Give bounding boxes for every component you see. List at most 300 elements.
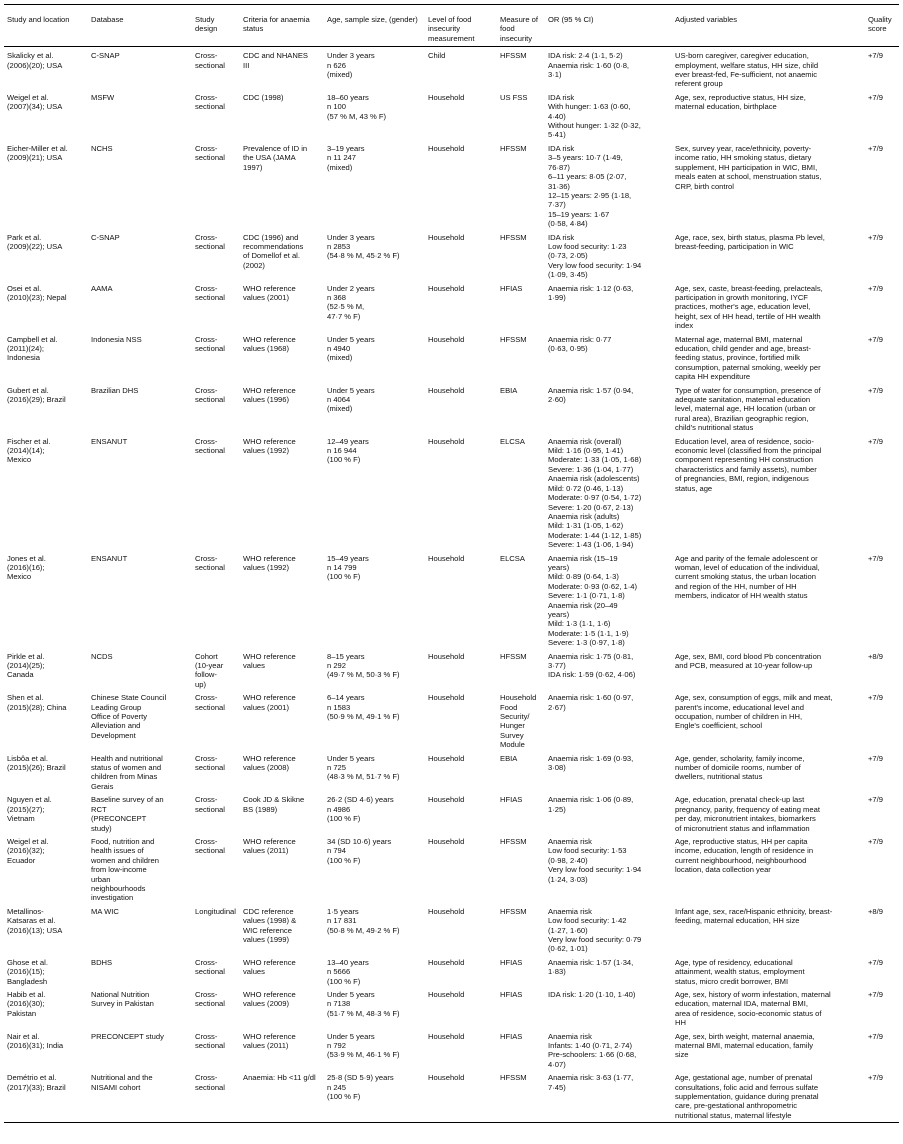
col-or-header: OR (95 % CI) — [548, 15, 594, 24]
cell-line: size — [675, 1050, 689, 1060]
cell-line: Anaemia: Hb <11 g/dl — [243, 1073, 316, 1083]
cell-line: Age, sex, history of worm infestation, maternal — [675, 990, 831, 999]
cell-line: (2016)(30); — [7, 999, 45, 1009]
cell-line: sectional — [195, 763, 225, 773]
cell-line: Pakistan — [7, 1008, 37, 1018]
cell-line: 3·08) — [548, 763, 566, 773]
cell-line: the USA (JAMA — [243, 153, 296, 163]
design-cell — [192, 91, 240, 142]
table-row — [4, 91, 899, 142]
cell-line: maternal BMI, maternal education, family — [675, 1041, 814, 1051]
design-cell — [192, 142, 240, 231]
cell-line: Anaemia risk — [548, 906, 592, 916]
cell-line: Gerais — [91, 781, 114, 791]
cell-line: Under 3 years — [327, 232, 375, 242]
cell-line: Eicher-Miller et al. — [7, 143, 68, 153]
cell-line: of Domellof et al. — [243, 251, 300, 261]
level-cell — [425, 1030, 497, 1072]
adjusted-cell — [672, 1071, 865, 1123]
cell-line: Cross- — [195, 51, 218, 61]
study-cell — [4, 47, 88, 91]
criteria-cell — [240, 282, 324, 333]
cell-line: HFIAS — [500, 283, 523, 293]
cell-line: sectional — [195, 1082, 225, 1092]
adjusted-cell — [672, 333, 865, 384]
design-cell — [192, 552, 240, 650]
cell-line: sectional — [195, 395, 225, 405]
cell-line: Moderate: 0·97 (0·54, 1·72) — [548, 493, 642, 503]
cell-line: Campbell et al. — [7, 334, 58, 344]
cell-line: Chinese State Council — [91, 693, 167, 703]
cell-line: values (2009) — [243, 999, 290, 1009]
table-row — [4, 384, 899, 435]
cell-line: Cross- — [195, 957, 218, 967]
design-cell — [192, 384, 240, 435]
measure-cell — [497, 691, 545, 751]
cell-line: (54·8 % M, 45·2 % F) — [327, 251, 400, 261]
table-header — [4, 5, 899, 47]
cell-line: sectional — [195, 292, 225, 302]
cell-line: Food — [500, 702, 518, 712]
cell-line: Severe: 1·20 (0·67, 2·13) — [548, 502, 634, 512]
or-cell — [545, 752, 672, 794]
cell-line: members, indicator of HH wealth status — [675, 591, 808, 601]
table-row — [4, 905, 899, 956]
cell-line: WHO reference — [243, 836, 296, 846]
cell-line: (2016)(13); USA — [7, 925, 63, 935]
cell-line: 3·77) — [548, 661, 566, 670]
table-row — [4, 650, 899, 692]
or-cell — [545, 1071, 672, 1123]
study-cell — [4, 752, 88, 794]
design-cell — [192, 47, 240, 91]
level-cell — [425, 384, 497, 435]
cell-line: Age and parity of the female adolescent or — [675, 553, 818, 563]
cell-line: Ecuador — [7, 855, 36, 865]
study-cell — [4, 835, 88, 905]
cell-line: Without hunger: 1·32 (0·32, — [548, 121, 641, 131]
cell-line: sectional — [195, 153, 225, 163]
cell-line: HFSSM — [500, 232, 527, 242]
adjusted-cell — [672, 1030, 865, 1072]
measure-cell — [497, 1071, 545, 1123]
cell-line: Age, gestational age, number of prenatal — [675, 1073, 813, 1083]
or-cell — [545, 435, 672, 552]
cell-line: ever breast-fed, Fe-sufficient, not anaemic — [675, 70, 818, 80]
cell-line: sectional — [195, 102, 225, 112]
cell-line: maternal education, birthplace — [675, 102, 777, 112]
measure-cell — [497, 988, 545, 1030]
cell-line: Very low food security: 0·79 — [548, 934, 642, 944]
cell-line: WIC reference — [243, 925, 292, 935]
cell-line: HFIAS — [500, 990, 523, 999]
cell-line: n 7138 — [327, 999, 351, 1009]
cell-line: (2014)(14); — [7, 446, 45, 456]
cell-line: WHO reference — [243, 553, 296, 563]
score-cell: +7/9 — [868, 436, 883, 446]
cell-line: HFSSM — [500, 651, 527, 661]
cell-line: Anaemia risk (20–49 — [548, 600, 618, 610]
cell-line: (50·9 % M, 49·1 % F) — [327, 712, 400, 722]
cell-line: Park et al. — [7, 232, 42, 242]
cell-line: n 17 831 — [327, 916, 357, 926]
measure-cell — [497, 752, 545, 794]
measure-cell — [497, 650, 545, 692]
cell-line: US-born caregiver, caregiver education, — [675, 51, 809, 61]
cell-line: Household — [428, 990, 465, 999]
cell-line: Household — [500, 693, 537, 703]
database-cell — [88, 1071, 192, 1123]
cell-line: n 245 — [327, 1082, 347, 1092]
cell-line: Cross- — [195, 795, 218, 805]
cell-line: Survey in Pakistan — [91, 999, 154, 1009]
cell-line: Cohort — [195, 651, 218, 661]
cell-line: Anaemia risk: 1·06 (0·89, — [548, 795, 634, 805]
cell-line: US FSS — [500, 92, 528, 102]
age-cell — [324, 333, 425, 384]
table-row — [4, 231, 899, 282]
or-cell — [545, 988, 672, 1030]
cell-line: height, sex of HH head, tertile of HH wealth — [675, 311, 821, 321]
cell-line: WHO reference — [243, 334, 296, 344]
cell-line: status, micro credit borrower, BMI — [675, 976, 789, 986]
cell-line: consultations, folic acid and ferrous sulfate — [675, 1082, 819, 1092]
cell-line: Cross- — [195, 334, 218, 344]
cell-line: IDA risk: 1·59 (0·62, 4·06) — [548, 670, 636, 680]
cell-line: urban — [91, 874, 111, 884]
cell-line: MA WIC — [91, 906, 119, 916]
cell-line: (50·8 % M, 49·2 % F) — [327, 925, 400, 935]
cell-line: (mixed) — [327, 353, 353, 363]
cell-line: Child — [428, 51, 446, 61]
score-cell: +7/9 — [868, 553, 883, 563]
cell-line: Household — [428, 436, 465, 446]
cell-line: (0·58, 4·84) — [548, 219, 588, 229]
cell-line: (1·24, 3·03) — [548, 874, 588, 884]
cell-line: (49·7 % M, 50·3 % F) — [327, 670, 400, 680]
cell-line: Longitudinal — [195, 906, 236, 916]
table-row — [4, 1030, 899, 1072]
table-row — [4, 552, 899, 650]
cell-line: 2·67) — [548, 702, 566, 712]
cell-line: Household — [428, 385, 465, 395]
cell-line: (1·09, 3·45) — [548, 270, 588, 280]
cell-line: (2016)(29); Brazil — [7, 395, 66, 405]
cell-line: Hunger — [500, 721, 525, 731]
cell-line: referent group — [675, 79, 723, 89]
criteria-cell — [240, 435, 324, 552]
measure-cell — [497, 905, 545, 956]
table-row — [4, 435, 899, 552]
cell-line: woman, level of education of the individual, — [675, 562, 820, 572]
cell-line: sectional — [195, 1041, 225, 1051]
cell-line: WHO reference — [243, 693, 296, 703]
cell-line: attainment, wealth status, employment — [675, 967, 805, 977]
cell-line: (100 % F) — [327, 976, 361, 986]
cell-line: Shen et al. — [7, 693, 44, 703]
criteria-cell — [240, 1030, 324, 1072]
criteria-cell — [240, 691, 324, 751]
measure-cell — [497, 552, 545, 650]
cell-line: ENSANUT — [91, 436, 128, 446]
cell-line: Infant age, sex, race/Hispanic ethnicity, breast- — [675, 906, 833, 916]
cell-line: Development — [91, 730, 136, 740]
cell-line: Cook JD & Skikne — [243, 795, 305, 805]
score-cell: +7/9 — [868, 1073, 883, 1083]
cell-line: NCHS — [91, 143, 113, 153]
cell-line: pregnancy, parity, frequency of eating meat — [675, 804, 820, 814]
cell-line: Under 5 years — [327, 753, 375, 763]
cell-line: Demétrio et al. — [7, 1073, 57, 1083]
cell-line: Canada — [7, 670, 34, 680]
design-cell — [192, 956, 240, 988]
adjusted-cell — [672, 142, 865, 231]
cell-line: Anaemia risk: 1·57 (1·34, — [548, 957, 634, 967]
cell-line: Household — [428, 693, 465, 703]
table-row — [4, 1071, 899, 1123]
cell-line: Ghose et al. — [7, 957, 48, 967]
measure-cell — [497, 956, 545, 988]
age-cell — [324, 1030, 425, 1072]
level-cell — [425, 752, 497, 794]
study-cell — [4, 650, 88, 692]
criteria-cell — [240, 835, 324, 905]
cell-line: Cross- — [195, 1073, 218, 1083]
cell-line: With hunger: 1·63 (0·60, — [548, 102, 631, 112]
age-cell — [324, 435, 425, 552]
cell-line: Anaemia risk (overall) — [548, 436, 622, 446]
cell-line: Severe: 1·1 (0·71, 1·8) — [548, 591, 625, 601]
age-cell — [324, 905, 425, 956]
cell-line: Household — [428, 836, 465, 846]
cell-line: BDHS — [91, 957, 113, 967]
age-cell — [324, 47, 425, 91]
col-study-header: Study and location — [7, 15, 70, 24]
cell-line: Anaemia risk: 3·63 (1·77, — [548, 1073, 634, 1083]
measure-cell — [497, 793, 545, 835]
cell-line: HFIAS — [500, 795, 523, 805]
or-cell — [545, 142, 672, 231]
cell-line: Mild: 1·3 (1·1, 1·6) — [548, 619, 611, 629]
study-cell — [4, 552, 88, 650]
adjusted-cell — [672, 91, 865, 142]
cell-line: (53·9 % M, 46·1 % F) — [327, 1050, 400, 1060]
cell-line: (2016)(16); — [7, 562, 45, 572]
cell-line: up) — [195, 679, 206, 689]
level-cell — [425, 650, 497, 692]
cell-line: sectional — [195, 702, 225, 712]
cell-line: Osei et al. — [7, 283, 42, 293]
cell-line: National Nutrition — [91, 990, 150, 999]
cell-line: n 5666 — [327, 967, 351, 977]
table-row — [4, 282, 899, 333]
level-cell — [425, 231, 497, 282]
cell-line: 6–11 years: 8·05 (2·07, — [548, 172, 627, 182]
cell-line: Alleviation and — [91, 721, 141, 731]
cell-line: values (1992) — [243, 562, 290, 572]
cell-line: participation in growth monitoring, IYCF — [675, 292, 808, 302]
cell-line: Anaemia risk: 1·12 (0·63, — [548, 283, 634, 293]
cell-line: (0·62, 1·01) — [548, 944, 588, 954]
cell-line: Mild: 1·31 (1·05, 1·62) — [548, 521, 624, 531]
cell-line: area of residence, socio-economic status of — [675, 1008, 822, 1018]
cell-line: (52·5 % M, — [327, 302, 365, 312]
adjusted-cell — [672, 435, 865, 552]
cell-line: Cross- — [195, 990, 218, 999]
score-cell: +7/9 — [868, 795, 883, 805]
cell-line: Food, nutrition and — [91, 836, 155, 846]
cell-line: Household — [428, 753, 465, 763]
level-cell — [425, 956, 497, 988]
age-cell — [324, 384, 425, 435]
cell-line: values (2001) — [243, 292, 290, 302]
cell-line: Anaemia risk: 1·60 (0·8, — [548, 60, 630, 70]
cell-line: Cross- — [195, 385, 218, 395]
measure-cell — [497, 231, 545, 282]
cell-line: sectional — [195, 999, 225, 1009]
cell-line: Indonesia NSS — [91, 334, 142, 344]
level-cell — [425, 1071, 497, 1123]
design-cell — [192, 988, 240, 1030]
cell-line: (10-year — [195, 661, 224, 670]
cell-line: WHO reference — [243, 1031, 296, 1041]
measure-cell — [497, 47, 545, 91]
score-cell: +8/9 — [868, 651, 883, 661]
measure-cell — [497, 384, 545, 435]
cell-line: meals eaten at school, menstruation status, — [675, 172, 822, 182]
score-cell: +7/9 — [868, 753, 883, 763]
cell-line: n 4064 — [327, 395, 351, 405]
study-cell — [4, 1030, 88, 1072]
cell-line: 1·25) — [548, 804, 566, 814]
cell-line: IDA risk — [548, 92, 575, 102]
cell-line: CDC and NHANES — [243, 51, 308, 61]
cell-line: health issues of — [91, 846, 144, 856]
cell-line: years) — [548, 609, 570, 619]
cell-line: Sex, survey year, race/ethnicity, poverty- — [675, 143, 812, 153]
cell-line: IDA risk — [548, 232, 575, 242]
cell-line: investigation — [91, 893, 134, 903]
cell-line: C-SNAP — [91, 51, 120, 61]
cell-line: Age, sex, BMI, cord blood Pb concentration — [675, 651, 822, 661]
cell-line: Anaemia risk: 1·57 (0·94, — [548, 385, 634, 395]
cell-line: (2016)(32); — [7, 846, 45, 856]
cell-line: Vietnam — [7, 814, 35, 824]
cell-line: values — [243, 661, 265, 670]
cell-line: Household — [428, 92, 465, 102]
cell-line: Household — [428, 1073, 465, 1083]
cell-line: (100 % F) — [327, 814, 361, 824]
table-row — [4, 142, 899, 231]
cell-line: Age, sex, consumption of eggs, milk and meat, — [675, 693, 833, 703]
cell-line: Module — [500, 740, 525, 750]
score-cell: +7/9 — [868, 990, 883, 999]
cell-line: NCDS — [91, 651, 113, 661]
cell-line: values (2008) — [243, 763, 290, 773]
cell-line: values (1992) — [243, 446, 290, 456]
cell-line: (2015)(27); — [7, 804, 45, 814]
level-cell — [425, 988, 497, 1030]
cell-line: (57 % M, 43 % F) — [327, 111, 387, 121]
cell-line: Cross- — [195, 693, 218, 703]
cell-line: 3·1) — [548, 70, 562, 80]
cell-line: NISAMI cohort — [91, 1082, 141, 1092]
cell-line: Katsaras et al. — [7, 916, 56, 926]
measure-cell — [497, 91, 545, 142]
cell-line: Infants: 1·40 (0·71, 2·74) — [548, 1041, 632, 1051]
cell-line: 1·5 years — [327, 906, 359, 916]
or-cell — [545, 835, 672, 905]
cell-line: dwellers, nutritional status — [675, 772, 763, 782]
cell-line: 47·7 % F) — [327, 311, 361, 321]
score-cell: +7/9 — [868, 143, 883, 153]
cell-line: 7·37) — [548, 200, 566, 210]
adjusted-cell — [672, 956, 865, 988]
cell-line: 1·99) — [548, 292, 566, 302]
cell-line: economic level (classified from the principal — [675, 446, 822, 456]
cell-line: of pregnancies, BMI, region, indigenous — [675, 474, 809, 484]
cell-line: 1·83) — [548, 967, 566, 977]
cell-line: Nguyen et al. — [7, 795, 52, 805]
cell-line: income ratio, HH smoking status, dietary — [675, 153, 812, 163]
cell-line: Habib et al. — [7, 990, 46, 999]
database-cell — [88, 552, 192, 650]
cell-line: from low-income — [91, 865, 147, 875]
cell-line: Cross- — [195, 283, 218, 293]
score-cell: +7/9 — [868, 693, 883, 703]
cell-line: neighbourhoods — [91, 883, 146, 893]
level-cell — [425, 47, 497, 91]
cell-line: Under 2 years — [327, 283, 375, 293]
cell-line: parent's income, educational level and — [675, 702, 804, 712]
cell-line: values (1999) — [243, 934, 290, 944]
cell-line: Low food security: 1·53 — [548, 846, 627, 856]
cell-line: study) — [91, 823, 112, 833]
cell-line: Age, race, sex, birth status, plasma Pb level, — [675, 232, 825, 242]
adjusted-cell — [672, 650, 865, 692]
cell-line: 15–49 years — [327, 553, 369, 563]
cell-line: (1·27, 1·60) — [548, 925, 588, 935]
cell-line: status, age — [675, 483, 713, 493]
cell-line: Household — [428, 651, 465, 661]
measure-cell — [497, 333, 545, 384]
cell-line: 5·41) — [548, 130, 566, 140]
criteria-cell — [240, 793, 324, 835]
cell-line: Cross- — [195, 753, 218, 763]
measure-cell — [497, 835, 545, 905]
cell-line: Anaemia risk (adults) — [548, 511, 620, 521]
level-cell — [425, 333, 497, 384]
cell-line: WHO reference — [243, 990, 296, 999]
cell-line: Mild: 0·72 (0·46, 1·13) — [548, 483, 624, 493]
cell-line: ELCSA — [500, 436, 525, 446]
cell-line: employment, welfare status, HH size, child — [675, 60, 819, 70]
cell-line: (2006)(20); USA — [7, 60, 63, 70]
database-cell — [88, 435, 192, 552]
study-cell — [4, 988, 88, 1030]
cell-line: supplement, HH participation in WIC, BMI, — [675, 162, 818, 172]
cell-line: Cross- — [195, 553, 218, 563]
age-cell — [324, 956, 425, 988]
study-cell — [4, 384, 88, 435]
study-cell — [4, 905, 88, 956]
cell-line: Anaemia risk: 1·60 (0·97, — [548, 693, 634, 703]
score-cell: +7/9 — [868, 232, 883, 242]
age-cell — [324, 793, 425, 835]
database-cell — [88, 91, 192, 142]
table-row — [4, 333, 899, 384]
adjusted-cell — [672, 905, 865, 956]
